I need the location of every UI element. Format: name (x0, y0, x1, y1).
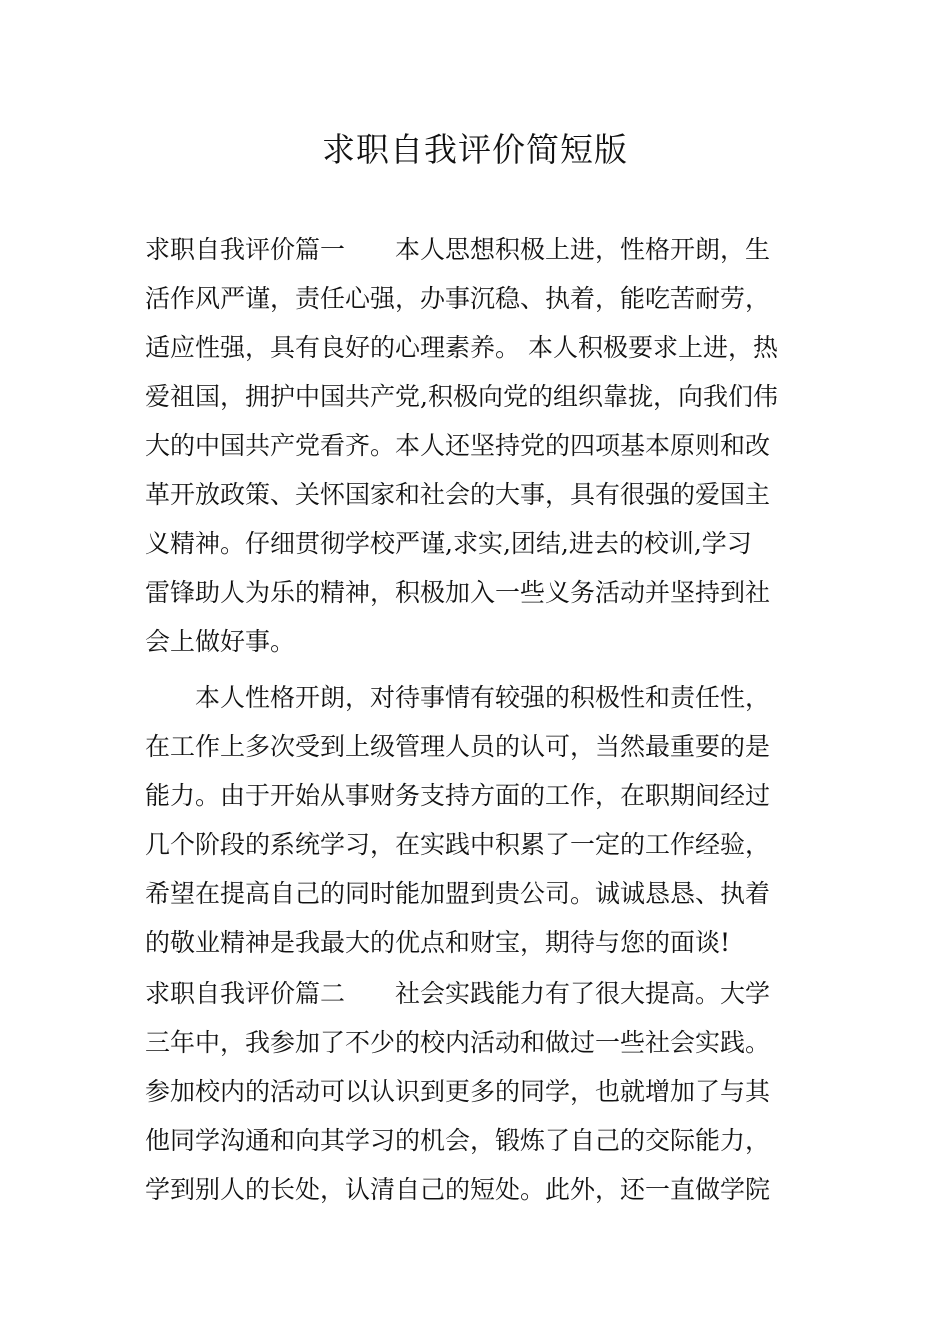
body-line: 求职自我评价篇一 本人思想积极上进，性格开朗，生 (145, 235, 771, 264)
body-line: 爱祖国，拥护中国共产党,积极向党的组织靠拢，向我们伟 (145, 382, 778, 411)
body-line: 他同学沟通和向其学习的机会，锻炼了自己的交际能力， (145, 1126, 771, 1155)
body-line: 本人性格开朗，对待事情有较强的积极性和责任性， (145, 683, 771, 712)
body-line: 的敬业精神是我最大的优点和财宝，期待与您的面谈! (145, 928, 731, 957)
body-line: 义精神。仔细贯彻学校严谨,求实,团结,进去的校训,学习 (145, 529, 752, 558)
body-line: 求职自我评价篇二 社会实践能力有了很大提高。大学 (145, 979, 771, 1008)
page-title: 求职自我评价简短版 (322, 130, 628, 169)
body-line: 参加校内的活动可以认识到更多的同学，也就增加了与其 (145, 1077, 771, 1106)
body-line: 革开放政策、关怀国家和社会的大事，具有很强的爱国主 (145, 480, 771, 509)
body-line: 几个阶段的系统学习，在实践中积累了一定的工作经验， (145, 830, 771, 859)
body-line: 在工作上多次受到上级管理人员的认可，当然最重要的是 (145, 732, 771, 761)
body-line: 活作风严谨，责任心强，办事沉稳、执着，能吃苦耐劳， (145, 284, 771, 313)
body-line: 能力。由于开始从事财务支持方面的工作，在职期间经过 (145, 781, 771, 810)
body-line: 大的中国共产党看齐。本人还坚持党的四项基本原则和改 (145, 431, 771, 460)
body-line: 适应性强，具有良好的心理素养。 本人积极要求上进，热 (145, 333, 778, 362)
body-line: 希望在提高自己的同时能加盟到贵公司。诚诚恳恳、执着 (145, 879, 771, 908)
body-line: 三年中，我参加了不少的校内活动和做过一些社会实践。 (145, 1028, 771, 1057)
body-line: 雷锋助人为乐的精神，积极加入一些义务活动并坚持到社 (145, 578, 771, 607)
body-line: 学到别人的长处，认清自己的短处。此外，还一直做学院 (145, 1175, 771, 1204)
body-line: 会上做好事。 (145, 627, 296, 656)
